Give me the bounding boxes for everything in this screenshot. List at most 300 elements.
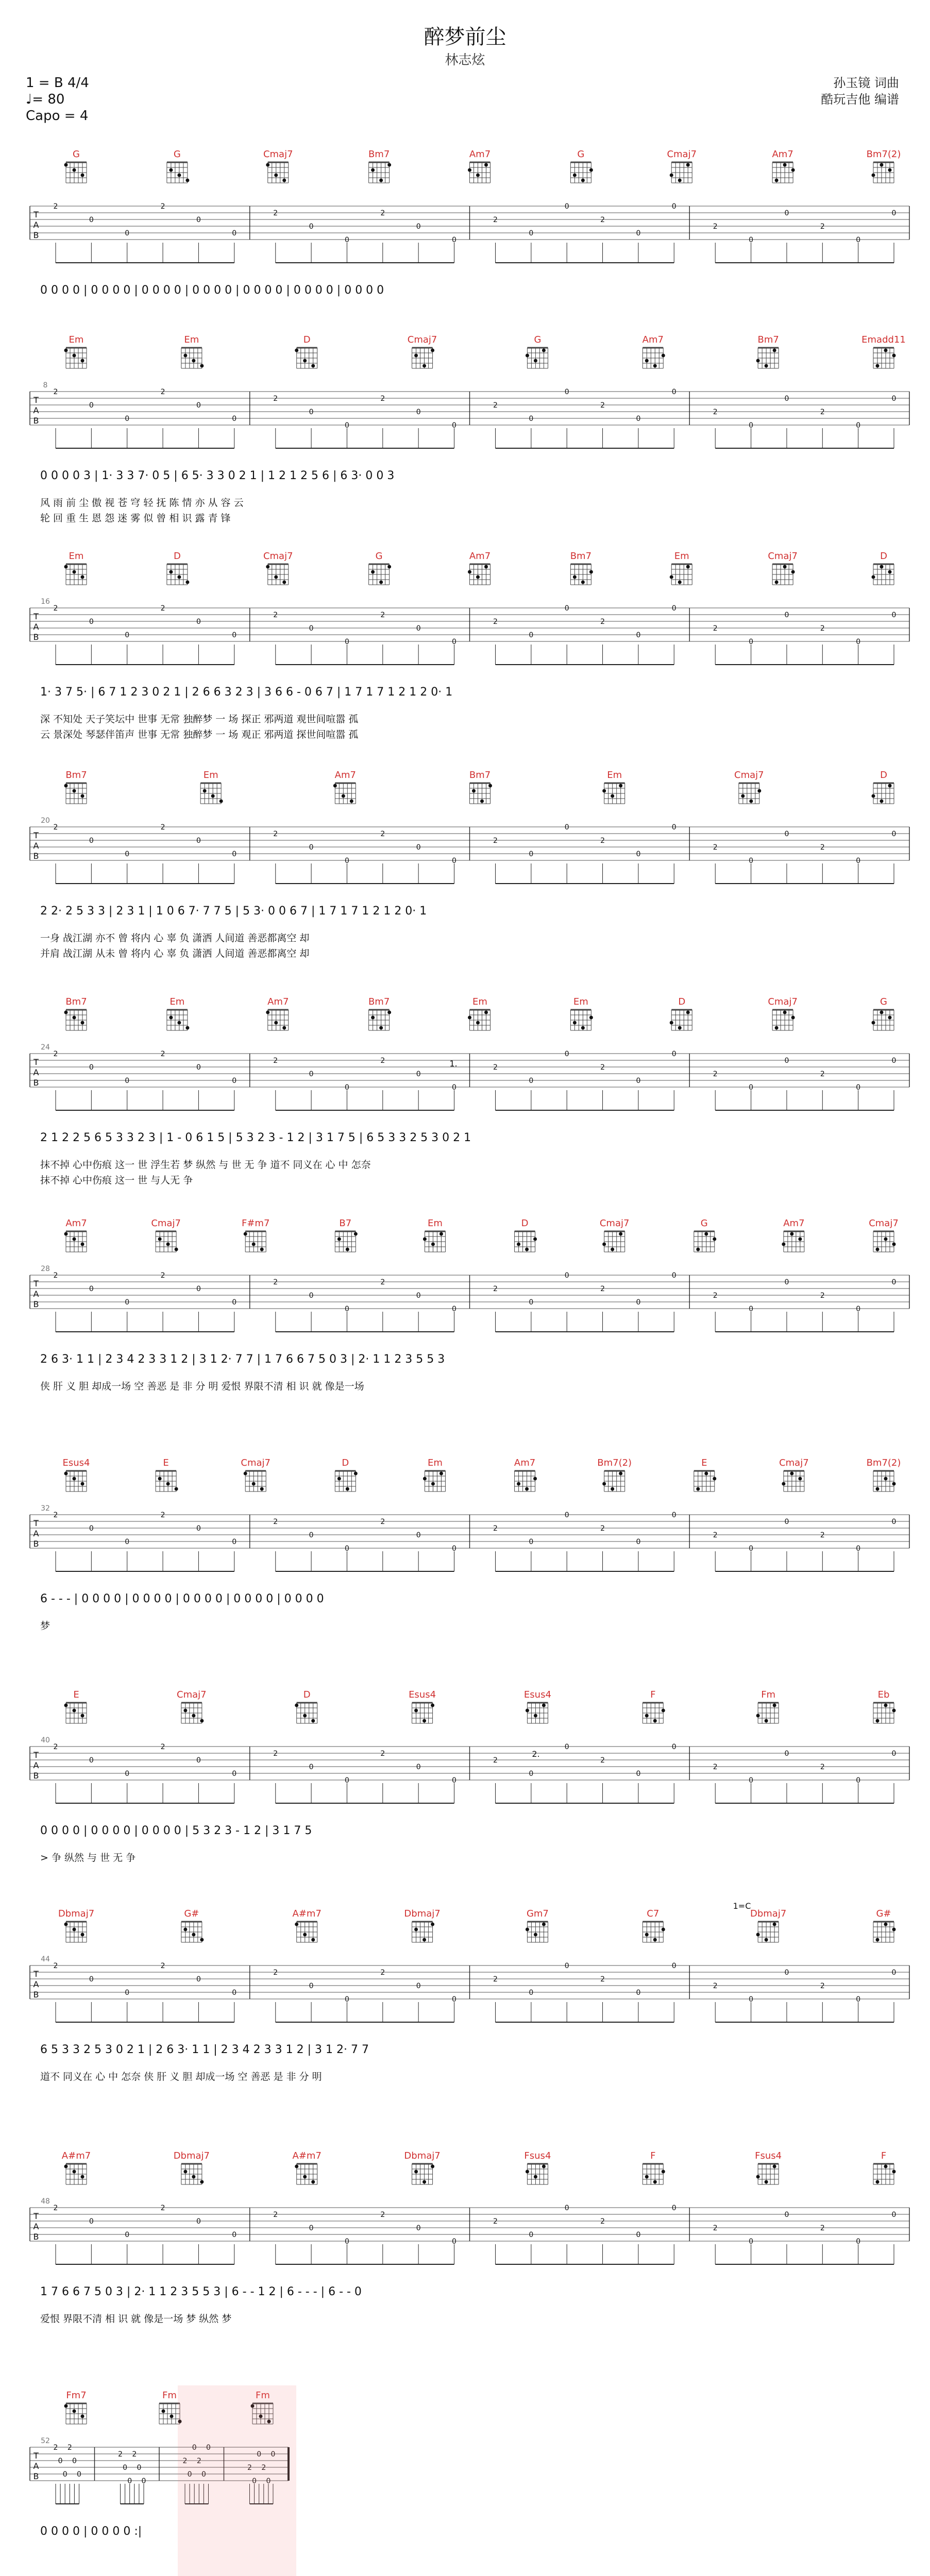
fret-number: 0 <box>636 631 641 639</box>
chord-name: D <box>303 334 311 345</box>
finger-dot <box>573 174 577 177</box>
finger-dot <box>686 565 690 569</box>
finger-dot <box>81 794 84 798</box>
finger-dot <box>266 163 269 167</box>
chord-name: Cmaj7 <box>768 996 798 1007</box>
finger-dot <box>534 359 537 363</box>
fret-number: 0 <box>749 2238 754 2246</box>
lyric-line: > 争 纵然 与 世 无 争 <box>40 1852 136 1863</box>
lyric-line: 道不 同义在 心 中 怎奈 侠 肝 义 胆 却成一场 空 善恶 是 非 分 明 <box>40 2071 322 2082</box>
finger-dot <box>219 800 223 803</box>
fret-number: 0 <box>309 1292 314 1300</box>
fret-number: 2 <box>53 823 58 832</box>
tab-clef-letter: T <box>33 1057 39 1067</box>
tab-clef-letter: B <box>33 1990 39 1999</box>
fret-number: 0 <box>529 1538 534 1546</box>
finger-dot <box>542 1923 546 1926</box>
chord-name: Em <box>203 770 218 781</box>
finger-dot <box>662 1928 665 1931</box>
fret-number: 2 <box>380 1278 385 1286</box>
fret-number: 0 <box>452 1305 456 1313</box>
finger-dot <box>533 1477 537 1481</box>
finger-dot <box>573 575 577 579</box>
chord-name: Bm7 <box>368 996 390 1007</box>
finger-dot <box>422 1938 426 1942</box>
fret-number: 0 <box>309 1982 314 1990</box>
modulation-mark: 1=C <box>733 1901 751 1911</box>
finger-dot <box>295 1923 298 1926</box>
fret-number: 0 <box>856 638 861 646</box>
finger-dot <box>542 1704 546 1707</box>
fret-number: 0 <box>636 1538 641 1546</box>
finger-dot <box>73 354 76 358</box>
finger-dot <box>782 1482 785 1486</box>
fret-number: 0 <box>891 830 897 838</box>
chord-diagram <box>526 348 548 368</box>
fret-number: 2 <box>273 395 278 403</box>
fret-number: 0 <box>749 1995 754 2004</box>
fret-number: 0 <box>344 2238 349 2246</box>
finger-dot <box>73 1709 76 1713</box>
finger-dot <box>183 1928 187 1931</box>
fret-number: 0 <box>125 1770 130 1778</box>
finger-dot <box>311 364 315 368</box>
finger-dot <box>73 1016 76 1020</box>
fret-number: 0 <box>192 2444 197 2452</box>
chord-diagram <box>526 2164 548 2184</box>
numbered-notation: 0 0 0 0 | 0 0 0 0 | 0 0 0 0 | 0 0 0 0 | 0 0 0 0 | 0 0 0 0 | 0 0 0 0 <box>40 284 384 297</box>
fret-number: 2 <box>713 2224 718 2232</box>
lyricist-credit: 孙玉镜 词曲 <box>833 76 899 90</box>
chord-diagram <box>670 162 692 183</box>
chord-name: F <box>881 2150 887 2161</box>
tab-clef-letter: B <box>33 1299 39 1309</box>
chord-diagram <box>873 348 896 368</box>
fret-number: 0 <box>529 1298 534 1307</box>
finger-dot <box>645 2175 649 2179</box>
fret-number: 2 <box>53 604 58 613</box>
finger-dot <box>303 1933 307 1937</box>
tab-system <box>30 162 909 263</box>
fret-number: 2 <box>493 1756 498 1765</box>
chord-name: Fsus4 <box>755 2150 782 2161</box>
finger-dot <box>282 179 286 182</box>
fret-number: 0 <box>564 2204 569 2212</box>
fret-number: 2 <box>273 1518 278 1526</box>
fret-number: 0 <box>252 2477 257 2485</box>
fret-number: 0 <box>856 1305 861 1313</box>
chord-name: Cmaj7 <box>667 149 697 160</box>
finger-dot <box>645 1933 649 1937</box>
chord-diagram <box>244 1471 266 1492</box>
fret-number: 0 <box>564 1050 569 1058</box>
chord-name: Bm7 <box>65 770 87 781</box>
finger-dot <box>662 2170 665 2174</box>
chord-name: D <box>880 551 887 562</box>
finger-dot <box>64 1011 68 1014</box>
fret-number: 0 <box>58 2457 63 2465</box>
chord-diagram <box>602 1471 625 1492</box>
chord-diagram <box>872 564 894 585</box>
finger-dot <box>757 789 761 793</box>
chord-diagram <box>642 1922 665 1942</box>
fret-number: 0 <box>891 1518 897 1526</box>
tab-clef-letter: T <box>33 395 39 405</box>
fret-number: 2 <box>713 1070 718 1078</box>
finger-dot <box>756 1933 760 1937</box>
finger-dot <box>888 570 892 574</box>
chord-diagram <box>423 1471 446 1492</box>
chord-diagram <box>369 1010 392 1030</box>
finger-dot <box>439 1232 443 1236</box>
fret-number: 0 <box>232 229 237 238</box>
finger-dot <box>741 794 745 798</box>
fret-number: 0 <box>671 2204 677 2212</box>
fret-number: 0 <box>125 2231 130 2239</box>
fret-number: 0 <box>636 850 641 858</box>
chord-diagram <box>64 1471 87 1492</box>
fret-number: 0 <box>309 223 314 231</box>
fret-number: 0 <box>784 830 789 838</box>
fret-number: 0 <box>141 2477 146 2485</box>
fret-number: 0 <box>257 2450 262 2459</box>
finger-dot <box>790 1232 793 1236</box>
finger-dot <box>422 364 426 368</box>
finger-dot <box>295 349 298 352</box>
finger-dot <box>274 174 278 177</box>
finger-dot <box>183 354 187 358</box>
chord-diagram <box>167 564 190 585</box>
chord-diagram <box>782 1231 804 1252</box>
chord-diagram <box>200 783 223 804</box>
finger-dot <box>876 1248 880 1251</box>
chord-diagram <box>756 1922 779 1942</box>
finger-dot <box>414 354 418 358</box>
finger-dot <box>414 1709 418 1713</box>
finger-dot <box>379 179 383 182</box>
fret-number: 0 <box>309 408 314 416</box>
chord-name: Em <box>427 1458 443 1468</box>
measure-number: 16 <box>41 598 50 606</box>
finger-dot <box>311 2180 315 2184</box>
chord-diagram <box>295 348 317 368</box>
measure-number: 44 <box>41 1955 50 1963</box>
fret-number: 0 <box>416 843 421 852</box>
fret-number: 0 <box>529 631 534 639</box>
finger-dot <box>64 1704 68 1707</box>
chord-name: Em <box>573 996 588 1007</box>
key-signature: 1 = B 4/4 <box>26 75 89 91</box>
tab-clef-letter: T <box>33 612 39 621</box>
fret-number: 0 <box>784 1518 789 1526</box>
chord-name: Fm <box>761 1689 776 1700</box>
fret-number: 0 <box>529 2231 534 2239</box>
chord-diagram <box>872 162 894 183</box>
fret-number: 2 <box>273 2211 278 2219</box>
finger-dot <box>64 565 68 569</box>
fret-number: 0 <box>636 1989 641 1997</box>
tab-clef-letter: T <box>33 831 39 840</box>
fret-number: 0 <box>671 1962 677 1970</box>
finger-dot <box>169 1016 173 1020</box>
fret-number: 0 <box>416 1292 421 1300</box>
fret-number: 2 <box>600 1285 605 1293</box>
finger-dot <box>611 794 614 798</box>
chord-name: Dbmaj7 <box>404 1908 441 1919</box>
chord-diagram <box>526 1922 548 1942</box>
numbered-notation: 0 0 0 0 | 0 0 0 0 :| <box>40 2525 142 2538</box>
chord-diagram <box>872 783 894 804</box>
tab-clef-letter: A <box>33 2222 39 2231</box>
finger-dot <box>773 1923 776 1926</box>
finger-dot <box>517 1482 520 1486</box>
finger-dot <box>884 1477 888 1481</box>
tab-clef-letter: A <box>33 1760 39 1770</box>
finger-dot <box>81 1714 84 1718</box>
finger-dot <box>534 2175 537 2179</box>
chord-name: Bm7 <box>570 551 592 562</box>
fret-number: 0 <box>671 604 677 613</box>
finger-dot <box>775 581 779 584</box>
finger-dot <box>333 784 337 788</box>
fret-number: 0 <box>123 2464 128 2472</box>
chord-diagram <box>570 564 593 585</box>
fret-number: 0 <box>344 421 349 430</box>
chord-diagram <box>64 348 87 368</box>
fret-number: 0 <box>72 2457 77 2465</box>
finger-dot <box>274 1021 278 1025</box>
fret-number: 0 <box>344 1995 349 2004</box>
chord-name: G <box>73 149 80 160</box>
finger-dot <box>589 1016 593 1020</box>
finger-dot <box>346 1248 349 1251</box>
chord-name: Em <box>69 551 84 562</box>
chord-name: Esus4 <box>523 1689 551 1700</box>
fret-number: 2 <box>182 2457 188 2465</box>
finger-dot <box>581 581 585 584</box>
finger-dot <box>611 1487 614 1491</box>
fret-number: 2 <box>132 2450 137 2459</box>
chord-name: Cmaj7 <box>599 1218 630 1229</box>
chord-name: Dbmaj7 <box>750 1908 787 1919</box>
finger-dot <box>431 1482 435 1486</box>
chord-diagram <box>694 1231 717 1252</box>
fret-number: 0 <box>784 1278 789 1286</box>
finger-dot <box>876 1487 880 1491</box>
fret-number: 0 <box>416 2224 421 2232</box>
fret-number: 0 <box>564 1962 569 1970</box>
finger-dot <box>602 1482 606 1486</box>
fret-number: 0 <box>856 857 861 865</box>
fret-number: 0 <box>856 1083 861 1092</box>
chord-diagram <box>369 564 392 585</box>
chord-diagram <box>772 564 795 585</box>
finger-dot <box>185 179 189 182</box>
finger-dot <box>468 1016 471 1020</box>
measure-number: 52 <box>41 2437 50 2445</box>
fret-number: 0 <box>89 1524 94 1533</box>
finger-dot <box>653 364 657 368</box>
finger-dot <box>892 354 896 358</box>
finger-dot <box>713 1238 716 1241</box>
fret-number: 2 <box>160 1272 165 1280</box>
chord-diagram <box>739 783 762 804</box>
fret-number: 2 <box>380 611 385 619</box>
finger-dot <box>387 1011 391 1014</box>
chord-name: Em <box>427 1218 443 1229</box>
chord-diagram <box>333 783 356 804</box>
chord-diagram <box>756 1703 779 1723</box>
finger-dot <box>177 174 181 177</box>
finger-dot <box>765 364 768 368</box>
fret-number: 0 <box>452 236 456 244</box>
fret-number: 0 <box>671 202 677 211</box>
fret-number: 2 <box>160 2204 165 2212</box>
fret-number: 0 <box>784 2211 789 2219</box>
finger-dot <box>295 2165 298 2168</box>
fret-number: 0 <box>891 611 897 619</box>
chord-diagram <box>670 1010 692 1030</box>
chord-name: Am7 <box>772 149 793 160</box>
finger-dot <box>542 349 546 352</box>
finger-dot <box>670 1021 673 1025</box>
fret-number: 2 <box>380 1969 385 1977</box>
finger-dot <box>73 168 76 172</box>
lyric-line: 并肩 战江湖 从未 曾 将内 心 辜 负 潇洒 人间道 善恶都离空 却 <box>40 948 310 959</box>
finger-dot <box>346 1487 349 1491</box>
fret-number: 0 <box>89 1975 94 1984</box>
tab-system <box>30 348 909 448</box>
finger-dot <box>183 2170 187 2174</box>
finger-dot <box>783 1011 787 1014</box>
chord-diagram <box>412 1922 435 1942</box>
chord-diagram <box>181 1703 204 1723</box>
chord-name: Gm7 <box>526 1908 549 1919</box>
chord-diagram <box>873 1231 896 1252</box>
chord-diagram <box>756 2164 779 2184</box>
fret-number: 2 <box>160 604 165 613</box>
fret-number: 2 <box>53 1511 58 1519</box>
finger-dot <box>282 1026 286 1030</box>
finger-dot <box>252 1482 256 1486</box>
chord-name: Bm7(2) <box>597 1458 632 1468</box>
finger-dot <box>892 1482 896 1486</box>
finger-dot <box>81 2415 84 2418</box>
fret-number: 2 <box>53 1962 58 1970</box>
fret-number: 0 <box>856 2238 861 2246</box>
chord-diagram <box>670 564 692 585</box>
finger-dot <box>662 1709 665 1713</box>
numbered-notation: 1· 3 7 5· | 6 7 1 2 3 0 2 1 | 2 6 6 3 2 3 | 3 6 6 - 0 6 7 | 1 7 1 7 1 2 1 2 0· 1 <box>40 686 453 699</box>
fret-number: 0 <box>784 611 789 619</box>
finger-dot <box>892 1709 896 1713</box>
fret-number: 2 <box>820 1982 825 1990</box>
tab-clef-letter: B <box>33 2232 39 2242</box>
finger-dot <box>81 2175 84 2179</box>
chord-name: Fm7 <box>66 2390 87 2401</box>
fret-number: 2 <box>820 223 825 231</box>
fret-number: 2 <box>820 408 825 416</box>
chord-diagram <box>335 1231 358 1252</box>
finger-dot <box>880 1011 884 1014</box>
finger-dot <box>876 1938 880 1942</box>
fret-number: 2 <box>273 1969 278 1977</box>
fret-number: 0 <box>89 2217 94 2226</box>
fret-number: 2 <box>53 2204 58 2212</box>
finger-dot <box>64 1472 68 1476</box>
finger-dot <box>880 163 884 167</box>
finger-dot <box>542 2165 546 2168</box>
tab-clef-letter: A <box>33 220 39 230</box>
chord-diagram <box>602 783 625 804</box>
chord-name: F <box>650 1689 656 1700</box>
finger-dot <box>422 1719 426 1723</box>
fret-number: 0 <box>891 1969 897 1977</box>
fret-number: 2 <box>53 1272 58 1280</box>
chord-name: Eb <box>877 1689 890 1700</box>
finger-dot <box>589 168 593 172</box>
chord-diagram <box>642 348 665 368</box>
finger-dot <box>192 359 195 363</box>
finger-dot <box>791 570 795 574</box>
fret-number: 0 <box>671 388 677 396</box>
finger-dot <box>311 1938 315 1942</box>
chord-name: D <box>173 551 181 562</box>
numbered-notation: 0 0 0 0 | 0 0 0 0 | 0 0 0 0 | 5 3 2 3 - 1 2 | 3 1 7 5 <box>40 1824 312 1837</box>
tab-system <box>30 2164 909 2264</box>
chord-name: E <box>73 1689 79 1700</box>
fret-number: 0 <box>636 1298 641 1307</box>
fret-number: 0 <box>452 421 456 430</box>
finger-dot <box>303 359 307 363</box>
tab-clef-letter: B <box>33 632 39 642</box>
fret-number: 2 <box>820 624 825 633</box>
fret-number: 2 <box>493 216 498 224</box>
fret-number: 2 <box>380 1750 385 1758</box>
finger-dot <box>678 1026 682 1030</box>
chord-name: G <box>577 149 585 160</box>
finger-dot <box>81 1933 84 1937</box>
fret-number: 0 <box>856 421 861 430</box>
finger-dot <box>185 581 189 584</box>
finger-dot <box>476 575 480 579</box>
chord-diagram <box>295 1922 317 1942</box>
chord-diagram <box>642 1703 665 1723</box>
finger-dot <box>468 168 471 172</box>
chord-name: G <box>173 149 181 160</box>
fret-number: 0 <box>564 823 569 832</box>
chord-name: Dbmaj7 <box>173 2150 210 2161</box>
finger-dot <box>371 570 375 574</box>
fret-number: 0 <box>416 408 421 416</box>
fret-number: 2 <box>820 1531 825 1539</box>
finger-dot <box>775 179 779 182</box>
finger-dot <box>414 2170 418 2174</box>
finger-dot <box>872 794 875 798</box>
finger-dot <box>581 179 585 182</box>
measure-number: 48 <box>41 2197 50 2206</box>
fret-number: 0 <box>452 1995 456 2004</box>
chord-name: Cmaj7 <box>241 1458 271 1468</box>
chord-diagram <box>412 2164 435 2184</box>
fret-number: 2 <box>600 1063 605 1072</box>
tab-clef-letter: T <box>33 1750 39 1760</box>
lyric-line: 风 雨 前 尘 傲 视 苍 穹 轻 抚 陈 情 亦 从 容 云 <box>40 497 244 509</box>
finger-dot <box>158 1477 162 1481</box>
chord-name: G <box>700 1218 708 1229</box>
fret-number: 0 <box>89 837 94 845</box>
fret-number: 2 <box>380 209 385 217</box>
